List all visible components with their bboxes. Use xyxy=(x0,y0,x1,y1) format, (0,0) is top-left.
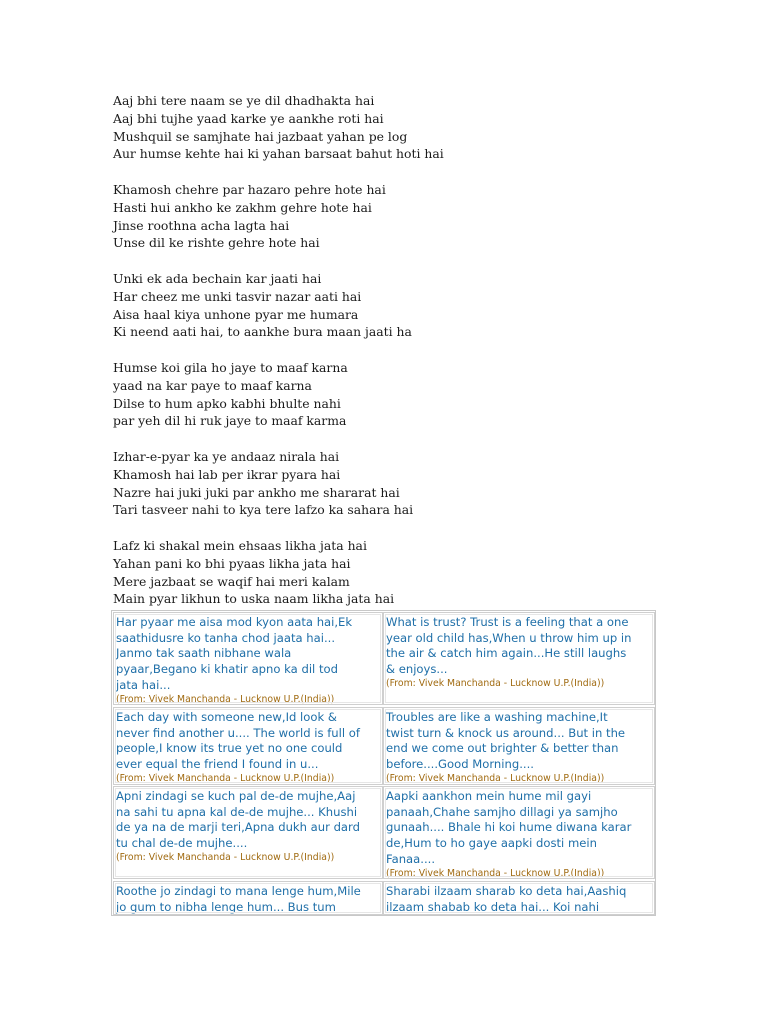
quote-source: (From: Vivek Manchanda - Lucknow U.P.(India)) xyxy=(116,693,335,705)
quote-cell xyxy=(383,707,655,785)
quote-source: (From: Vivek Manchanda - Lucknow U.P.(India)) xyxy=(116,851,335,863)
poem-line: Mere jazbaat se waqif hai meri kalam xyxy=(113,573,350,589)
poem-line: Mushquil se samjhate hai jazbaat yahan pe log xyxy=(113,128,408,144)
poem-line: Aaj bhi tujhe yaad karke ye aankhe roti hai xyxy=(113,110,384,126)
quote-table xyxy=(111,610,656,916)
quote-source: (From: Vivek Manchanda - Lucknow U.P.(India)) xyxy=(386,772,605,784)
poem-stanza xyxy=(113,359,553,430)
quote-cell xyxy=(113,707,383,785)
poem-line: par yeh dil hi ruk jaye to maaf karma xyxy=(113,413,347,429)
quote-text: Roothe jo zindagi to mana lenge hum,Mile jo gum to nibha lenge hum... Bus tum xyxy=(116,884,361,914)
poem-stanza xyxy=(113,181,553,252)
poem-line: Izhar-e-pyar ka ye andaaz nirala hai xyxy=(113,448,340,464)
quote-text: What is trust? Trust is a feeling that a one year old child has,When u throw him up in the air & catch him again...He still laughs & enjoys... xyxy=(386,615,632,677)
poem-line: Dilse to hum apko kabhi bhulte nahi xyxy=(113,395,341,411)
poem-stanza xyxy=(113,270,553,341)
poem-line: Unki ek ada bechain kar jaati hai xyxy=(113,270,322,286)
quote-source: (From: Vivek Manchanda - Lucknow U.P.(India)) xyxy=(116,772,335,784)
quote-cell xyxy=(383,881,655,915)
poem-stanza xyxy=(113,448,553,519)
poem-line: Jinse roothna acha lagta hai xyxy=(113,217,290,233)
poem-line: Yahan pani ko bhi pyaas likha jata hai xyxy=(113,555,351,571)
poem-line: Aur humse kehte hai ki yahan barsaat bahut hoti hai xyxy=(113,146,444,162)
quote-cell xyxy=(113,881,383,915)
quote-text: Each day with someone new,Id look & never find another u.... The world is full of people,I know its true yet no one could ever equal the friend I found in u... xyxy=(116,710,360,772)
poem-line: Aaj bhi tere naam se ye dil dhadhakta hai xyxy=(113,93,375,108)
quote-cell xyxy=(113,612,383,705)
poem-line: Hasti hui ankho ke zakhm gehre hote hai xyxy=(113,199,372,215)
poem-line: Main pyar likhun to uska naam likha jata hai xyxy=(113,591,395,607)
quote-text: Aapki aankhon mein hume mil gayi panaah,Chahe samjho dillagi ya samjho gunaah.... Bhale hi koi hume diwana karar de,Hum to ho gaye aapki dosti mein Fanaa.... xyxy=(386,789,632,866)
poem-line: Tari tasveer nahi to kya tere lafzo ka sahara hai xyxy=(113,502,414,518)
poem-line: Ki neend aati hai, to aankhe bura maan jaati ha xyxy=(113,324,412,340)
poem-line: Unse dil ke rishte gehre hote hai xyxy=(113,235,320,251)
poem-stanza xyxy=(113,92,553,163)
quote-cell xyxy=(113,786,383,879)
quote-cell xyxy=(383,612,655,705)
poem-line: Har cheez me unki tasvir nazar aati hai xyxy=(113,288,362,304)
quote-text: Har pyaar me aisa mod kyon aata hai,Ek saathidusre ko tanha chod jaata hai... Janmo tak saath nibhane wala pyaar,Begano ki khatir apno ka dil tod jata hai... xyxy=(116,615,353,692)
poem-text xyxy=(113,92,553,608)
quote-text: Apni zindagi se kuch pal de-de mujhe,Aaj na sahi tu apna kal de-de mujhe... Khushi de ya na de marji teri,Apna dukh aur dard tu chal de-de mujhe.... xyxy=(116,789,360,851)
quote-text: Troubles are like a washing machine,It twist turn & knock us around... But in the end we come out brighter & better than before....Good Morning.... xyxy=(386,710,626,772)
poem-line: Nazre hai juki juki par ankho me shararat hai xyxy=(113,484,400,500)
poem-line: Aisa haal kiya unhone pyar me humara xyxy=(113,306,359,322)
poem-line: Khamosh chehre par hazaro pehre hote hai xyxy=(113,181,386,197)
poem-line: Humse koi gila ho jaye to maaf karna xyxy=(113,359,348,375)
poem-line: Khamosh hai lab per ikrar pyara hai xyxy=(113,466,341,482)
poem-line: Lafz ki shakal mein ehsaas likha jata hai xyxy=(113,537,367,553)
quote-source: (From: Vivek Manchanda - Lucknow U.P.(India)) xyxy=(386,867,605,879)
quote-text: Sharabi ilzaam sharab ko deta hai,Aashiq ilzaam shabab ko deta hai... Koi nahi xyxy=(386,884,627,914)
poem-line: yaad na kar paye to maaf karna xyxy=(113,377,312,393)
quote-source: (From: Vivek Manchanda - Lucknow U.P.(India)) xyxy=(386,677,605,689)
poem-stanza xyxy=(113,537,553,608)
quote-cell xyxy=(383,786,655,879)
